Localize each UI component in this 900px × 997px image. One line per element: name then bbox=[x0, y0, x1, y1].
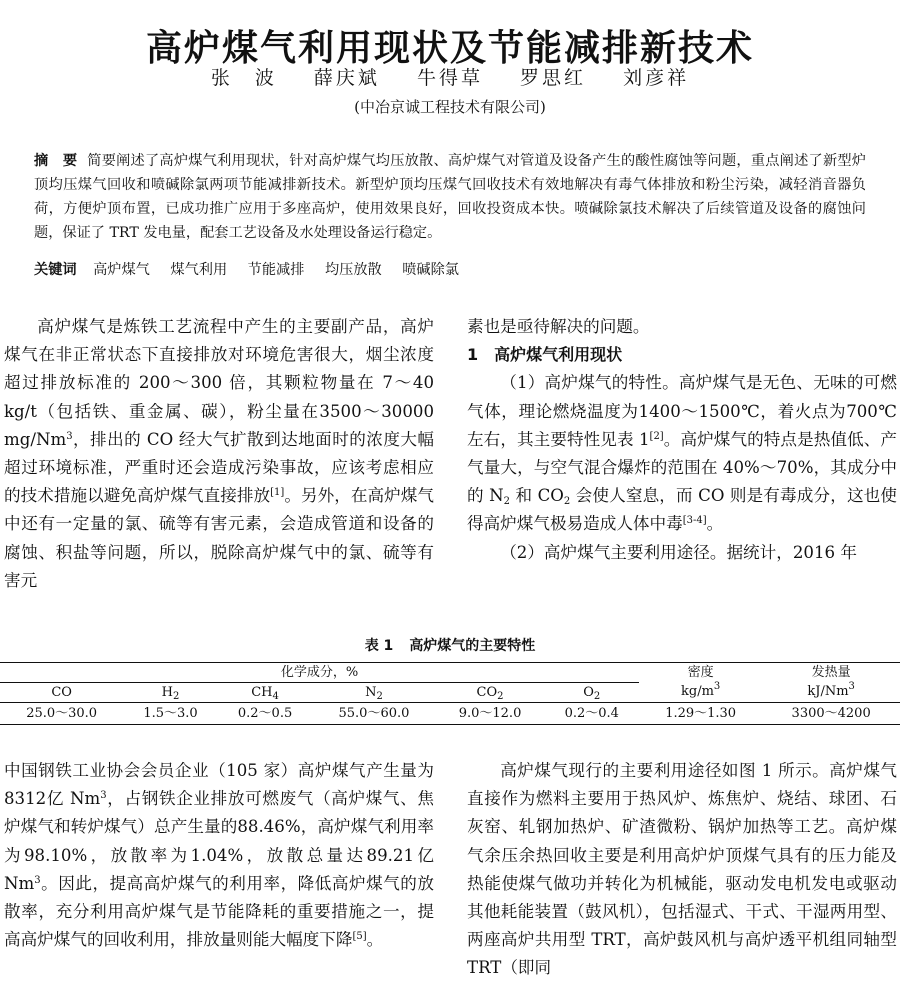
composition-group-header: 化学成分，% bbox=[0, 663, 639, 683]
section-heading: 1 高炉煤气利用现状 bbox=[467, 345, 623, 365]
column-header: $CH_4$ bbox=[218, 683, 313, 703]
keyword: 煤气利用 bbox=[170, 262, 228, 278]
abstract-text: 简要阐述了高炉煤气利用现状，针对高炉煤气均压放散、高炉煤气对管道及设备产生的酸性腐蚀等问题，重点阐述了新型炉顶均压煤气回收和喷碱除氯两项节能减排新技术。新型炉顶均压煤气回收技术有效地解决有毒气体排放和粉尘污染，减轻消音器负荷，方便炉顶布置，已成功推广应用于多座高炉，使用效果良好，回收投资成本快。喷碱除氯技术解决了后续管道及设备的腐蚀问题，保证了 TRT 发电量，配套工艺设备及水处理设备运行稳定。 bbox=[34, 153, 866, 241]
keyword: 节能减排 bbox=[247, 262, 305, 278]
author: 张 波 bbox=[210, 67, 277, 89]
table-row bbox=[0, 703, 900, 725]
usage-paragraph: （2）高炉煤气主要利用途径。据统计，2016 年 bbox=[500, 542, 857, 562]
keyword: 喷碱除氯 bbox=[402, 262, 459, 278]
density-unit: $kg/m^3$ bbox=[681, 681, 721, 700]
properties-table bbox=[0, 662, 900, 725]
table-cell: 1.29～1.30 bbox=[639, 703, 762, 725]
abstract-label: 摘 要 bbox=[34, 153, 78, 169]
characteristics-paragraph: （1）高炉煤气的特性。高炉煤气是无色、无味的可燃气体，理论燃烧温度为1400～1500℃，着火点为700℃左右，其主要特性见表 1[2]。高炉煤气的特点是热值低、产气量大，与空气混合爆炸的范围在 40%～70%，其成分中的 $N_2$ 和 $CO_2$ 会使人窒息，而 CO 则是有毒成分，这也使得高炉煤气极易造成人体中毒[3-4]。 bbox=[467, 373, 898, 534]
citation: [3-4] bbox=[682, 515, 707, 527]
column-header: $H_2$ bbox=[123, 683, 218, 703]
citation: [2] bbox=[649, 430, 664, 442]
table-cell: 55.0～60.0 bbox=[312, 703, 435, 725]
table-caption: 表 1 高炉煤气的主要特性 bbox=[364, 638, 536, 654]
author: 牛得草 bbox=[416, 67, 483, 89]
table-subheader-row bbox=[0, 683, 900, 703]
density-header: 密度 bbox=[639, 663, 762, 683]
right-column-bottom bbox=[467, 757, 897, 983]
heat-unit: kJ/Nm$^3$ bbox=[807, 681, 855, 700]
heat-header: 发热量 bbox=[762, 663, 900, 683]
intro-paragraph: 高炉煤气是炼铁工艺流程中产生的主要副产品，高炉煤气在非正常状态下直接排放对环境危害很大，烟尘浓度超过排放标准的 200～300 倍，其颗粒物量在 7～40 kg/t（包括铁、重金属、碳），粉尘量在3500～30000 mg/Nm$^3$，排出的 CO 经大气扩散到达地面时的浓度大幅超过环境标准，严重时还会造成污染事故，应该考虑相应的技术措施以避免高炉煤气直接排放[1]。另外，在高炉煤气中还有一定量的氯、硫等有害元素，会造成管道和设备的腐蚀、积盐等问题，所以，脱除高炉煤气中的氯、硫等有害元 bbox=[4, 317, 435, 590]
keyword: 高炉煤气 bbox=[93, 262, 150, 278]
citation: [5] bbox=[352, 931, 367, 943]
table-cell: 9.0～12.0 bbox=[436, 703, 545, 725]
author: 刘彦祥 bbox=[623, 67, 690, 89]
author-list bbox=[0, 65, 900, 91]
keywords-label: 关键词 bbox=[34, 262, 77, 278]
citation: [1] bbox=[270, 487, 285, 499]
column-header: $N_2$ bbox=[312, 683, 435, 703]
left-column-bottom bbox=[4, 757, 434, 954]
author: 薛庆斌 bbox=[313, 67, 380, 89]
table-cell: 25.0～30.0 bbox=[0, 703, 123, 725]
keywords bbox=[34, 258, 866, 282]
abstract bbox=[34, 149, 866, 245]
column-header: $CO_2$ bbox=[436, 683, 545, 703]
utilization-paragraph: 高炉煤气现行的主要利用途径如图 1 所示。高炉煤气直接作为燃料主要用于热风炉、炼焦炉、烧结、球团、石灰窑、轧钢加热炉、矿渣微粉、锅炉加热等工艺。高炉煤气余压余热回收主要是利用高炉炉顶煤气具有的压力能及热能使煤气做功并转化为机械能，驱动发电机发电或驱动其他耗能装置（鼓风机），包括湿式、干式、干湿两用型、两座高炉共用型 TRT，高炉鼓风机与高炉透平机组同轴型 TRT（即同 bbox=[467, 761, 897, 978]
table-cell: 0.2～0.4 bbox=[544, 703, 639, 725]
right-column-top bbox=[467, 313, 897, 567]
column-header: CO bbox=[0, 683, 123, 703]
affiliation: (中冶京诚工程技术有限公司) bbox=[354, 98, 546, 116]
table-cell: 1.5～3.0 bbox=[123, 703, 218, 725]
left-column-top bbox=[4, 313, 434, 595]
table-cell: 0.2～0.5 bbox=[218, 703, 313, 725]
column-header: $O_2$ bbox=[544, 683, 639, 703]
keyword: 均压放散 bbox=[324, 262, 382, 278]
table-cell: 3300～4200 bbox=[762, 703, 900, 725]
statistics-paragraph: 中国钢铁工业协会会员企业（105 家）高炉煤气产生量为8312亿 Nm$^3$，占钢铁企业排放可燃废气（高炉煤气、焦炉煤气和转炉煤气）总产生量的88.46%，高炉煤气利用率为98.10%，放散率为1.04%，放散总量达89.21亿 Nm$^3$。因此，提高高炉煤气的利用率，降低高炉煤气的放散率，充分利用高炉煤气是节能降耗的重要措施之一，提高高炉煤气的回收利用，排放量则能大幅度下降[5]。 bbox=[4, 761, 434, 950]
author: 罗思红 bbox=[520, 67, 587, 89]
paper-title: 高炉煤气利用现状及节能减排新技术 bbox=[145, 27, 754, 70]
table-header-row bbox=[0, 663, 900, 683]
continued-text: 素也是亟待解决的问题。 bbox=[467, 317, 650, 336]
